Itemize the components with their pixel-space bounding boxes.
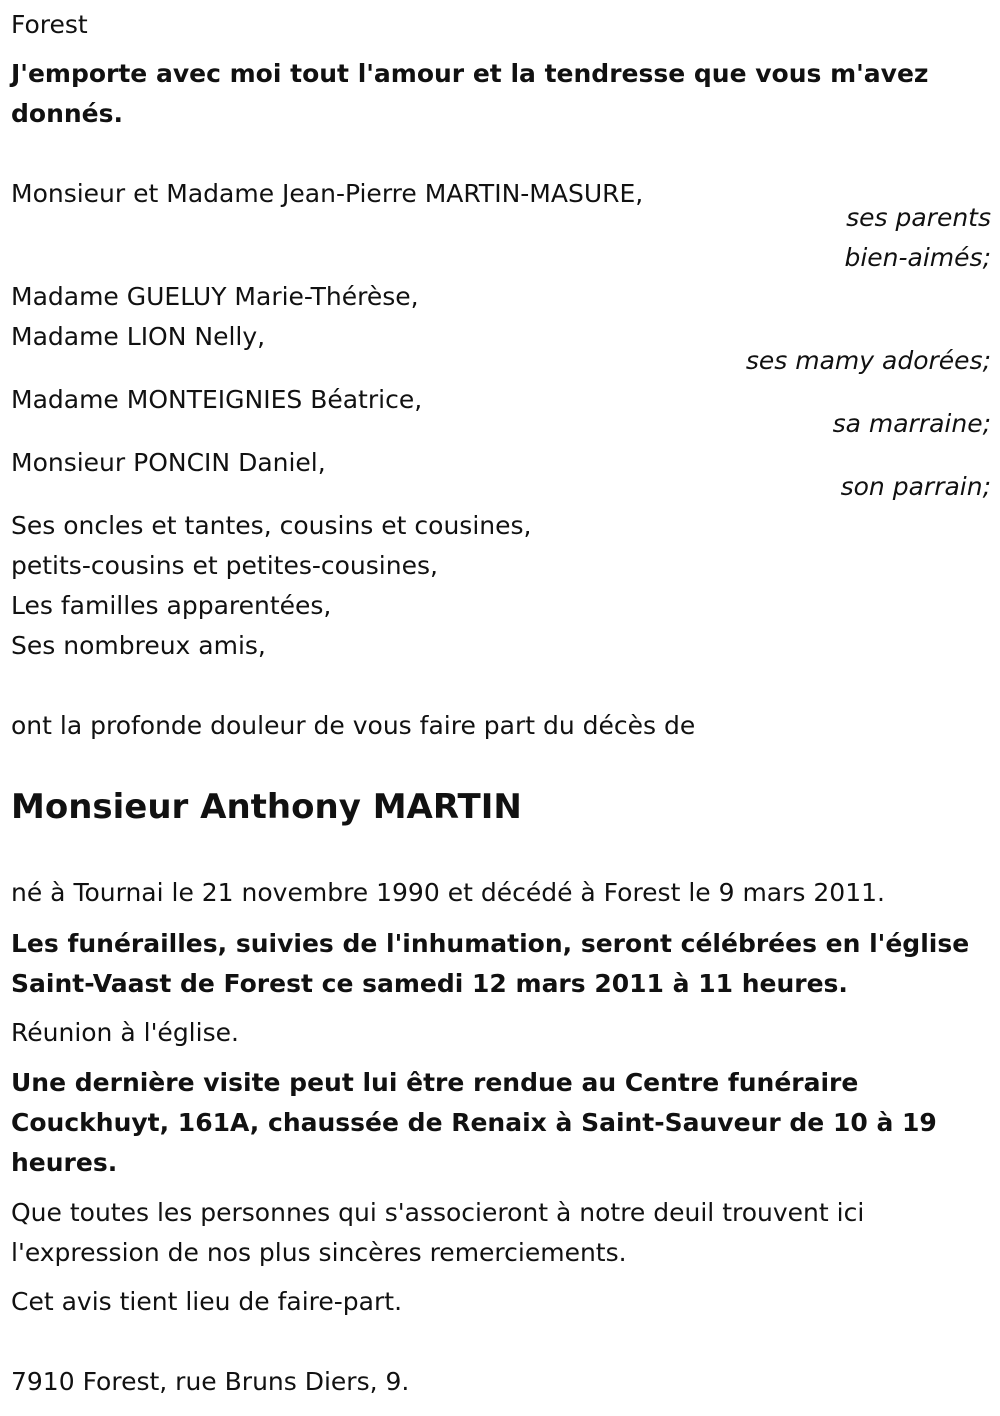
godfather-role: son parrain; (840, 472, 991, 501)
place-heading: Forest (11, 10, 88, 39)
grandmother-1: Madame GUELUY Marie-Thérèse, (11, 282, 419, 311)
grandmothers-role: ses mamy adorées; (745, 346, 991, 375)
godfather-name: Monsieur PONCIN Daniel, (11, 448, 326, 477)
godmother-role: sa marraine; (832, 409, 991, 438)
funeral-line-2: Saint-Vaast de Forest ce samedi 12 mars 2011 à 11 heures. (11, 969, 848, 998)
relatives-line-4: Ses nombreux amis, (11, 631, 266, 660)
quote-line-2: donnés. (11, 99, 123, 128)
grandmother-2: Madame LION Nelly, (11, 322, 266, 351)
visit-line-1: Une dernière visite peut lui être rendue au Centre funéraire (11, 1068, 859, 1097)
funeral-line-1: Les funérailles, suivies de l'inhumation, seront célébrées en l'église (11, 929, 970, 958)
birth-death-dates: né à Tournai le 21 novembre 1990 et décédé à Forest le 9 mars 2011. (11, 878, 885, 907)
thanks-line-1: Que toutes les personnes qui s'associeront à notre deuil trouvent ici (11, 1198, 865, 1227)
relatives-line-1: Ses oncles et tantes, cousins et cousines, (11, 511, 532, 540)
parents-role-line-1: ses parents (846, 203, 991, 232)
address: 7910 Forest, rue Bruns Diers, 9. (11, 1367, 410, 1396)
announcement-intro: ont la profonde douleur de vous faire part du décès de (11, 711, 696, 740)
visit-line-3: heures. (11, 1148, 118, 1177)
meeting-info: Réunion à l'église. (11, 1018, 239, 1047)
parents-role-line-2: bien-aimés; (844, 243, 991, 272)
godmother-name: Madame MONTEIGNIES Béatrice, (11, 385, 423, 414)
deceased-name: Monsieur Anthony MARTIN (11, 787, 522, 827)
relatives-line-2: petits-cousins et petites-cousines, (11, 551, 438, 580)
parents-name: Monsieur et Madame Jean-Pierre MARTIN-MASURE, (11, 179, 644, 208)
notice-text: Cet avis tient lieu de faire-part. (11, 1287, 403, 1316)
visit-line-2: Couckhuyt, 161A, chaussée de Renaix à Saint-Sauveur de 10 à 19 (11, 1108, 937, 1137)
relatives-line-3: Les familles apparentées, (11, 591, 332, 620)
thanks-line-2: l'expression de nos plus sincères remerciements. (11, 1238, 627, 1267)
quote-line-1: J'emporte avec moi tout l'amour et la tendresse que vous m'avez (11, 59, 929, 88)
